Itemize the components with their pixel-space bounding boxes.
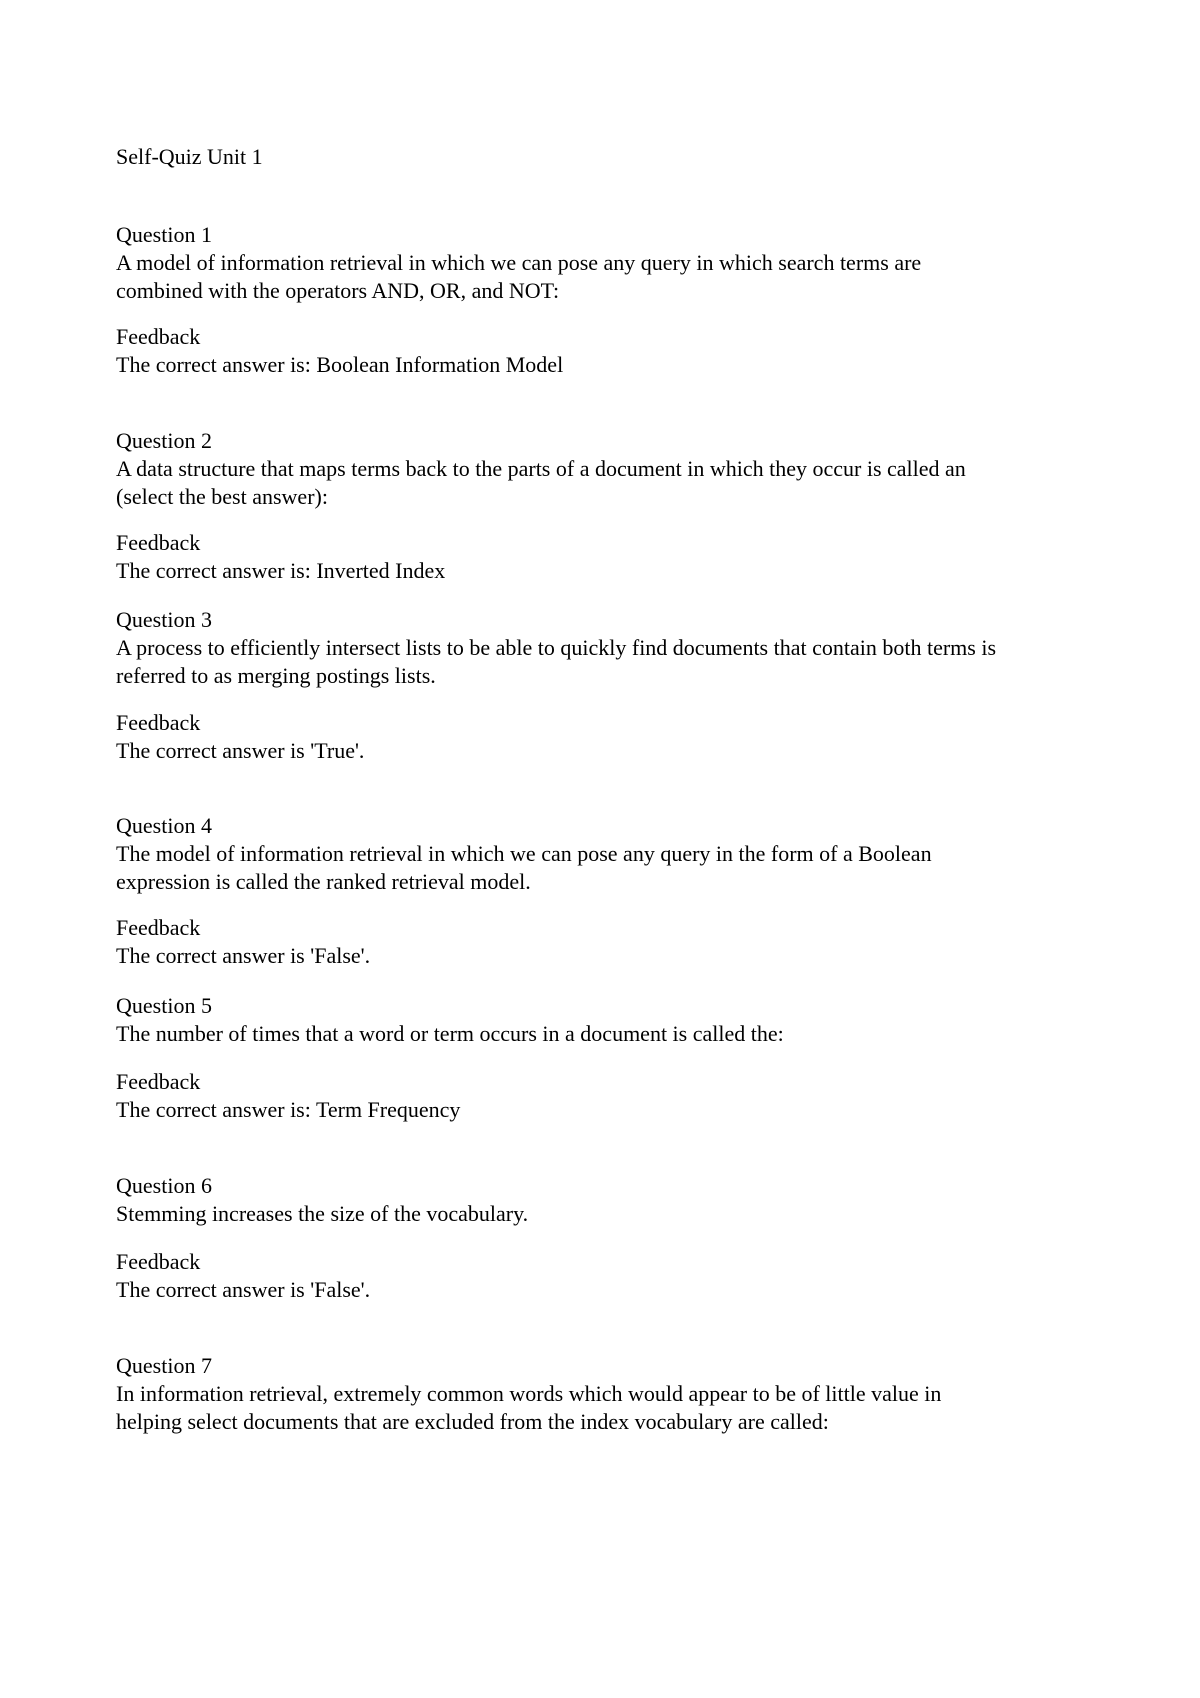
question-4: [116, 812, 1116, 896]
question-text-line: A process to efficiently intersect lists to be able to quickly find documents that contain both terms is: [116, 635, 997, 660]
correct-answer: The correct answer is 'False'.: [116, 943, 371, 968]
feedback-label: Feedback: [116, 710, 201, 735]
question-heading: Question 2: [116, 428, 212, 453]
question-text-line: referred to as merging postings lists.: [116, 663, 436, 688]
feedback-5: [116, 1068, 1116, 1124]
feedback-label: Feedback: [116, 1069, 201, 1094]
question-7: [116, 1352, 1116, 1436]
feedback-6: [116, 1248, 1116, 1304]
question-text-line: helping select documents that are excluded from the index vocabulary are called:: [116, 1409, 829, 1434]
question-text-line: A data structure that maps terms back to the parts of a document in which they occur is called an: [116, 456, 966, 481]
question-text-line: In information retrieval, extremely common words which would appear to be of little value in: [116, 1381, 942, 1406]
feedback-label: Feedback: [116, 1249, 201, 1274]
question-heading: Question 3: [116, 607, 212, 632]
feedback-label: Feedback: [116, 530, 201, 555]
document-title: Self-Quiz Unit 1: [116, 144, 263, 169]
feedback-2: [116, 529, 1116, 585]
correct-answer: The correct answer is: Boolean Information Model: [116, 352, 564, 377]
question-text-line: The number of times that a word or term occurs in a document is called the:: [116, 1021, 784, 1046]
correct-answer: The correct answer is 'True'.: [116, 738, 365, 763]
question-3: [116, 606, 1116, 690]
feedback-4: [116, 914, 1116, 970]
question-text-line: expression is called the ranked retrieval model.: [116, 869, 531, 894]
question-text-line: The model of information retrieval in which we can pose any query in the form of a Boolean: [116, 841, 932, 866]
question-text-line: Stemming increases the size of the vocabulary.: [116, 1201, 529, 1226]
correct-answer: The correct answer is: Term Frequency: [116, 1097, 461, 1122]
question-text-line: (select the best answer):: [116, 484, 328, 509]
question-heading: Question 1: [116, 222, 212, 247]
question-heading: Question 4: [116, 813, 212, 838]
question-text-line: combined with the operators AND, OR, and NOT:: [116, 278, 560, 303]
question-heading: Question 7: [116, 1353, 212, 1378]
question-text-line: A model of information retrieval in which we can pose any query in which search terms are: [116, 250, 922, 275]
question-6: [116, 1172, 1116, 1228]
correct-answer: The correct answer is 'False'.: [116, 1277, 371, 1302]
feedback-3: [116, 709, 1116, 765]
feedback-label: Feedback: [116, 915, 201, 940]
feedback-label: Feedback: [116, 324, 201, 349]
question-heading: Question 6: [116, 1173, 212, 1198]
question-2: [116, 427, 1116, 511]
question-5: [116, 992, 1116, 1048]
correct-answer: The correct answer is: Inverted Index: [116, 558, 446, 583]
feedback-1: [116, 323, 1116, 379]
question-1: [116, 221, 1116, 305]
question-heading: Question 5: [116, 993, 212, 1018]
